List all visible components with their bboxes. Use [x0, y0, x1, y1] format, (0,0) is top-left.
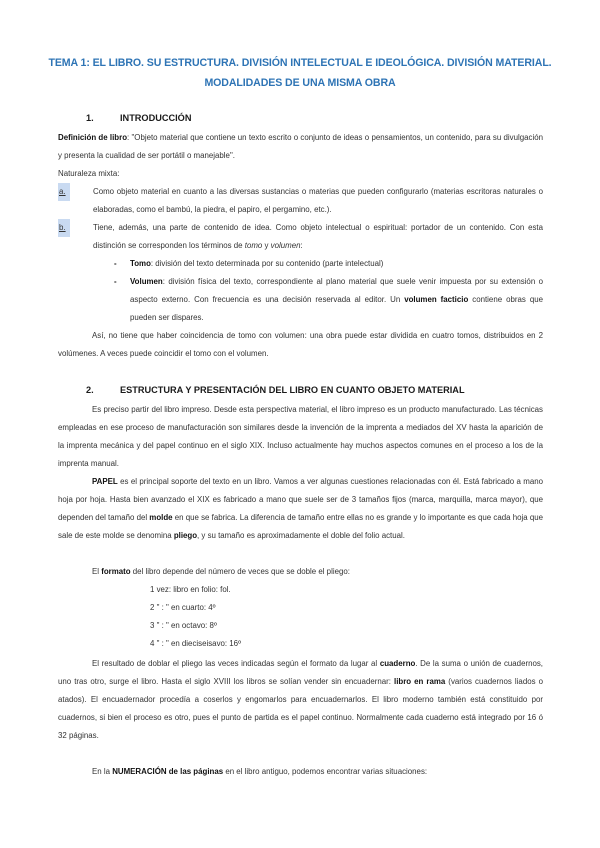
numeracion-label: NUMERACIÓN de las páginas — [112, 767, 224, 776]
pliego-label: pliego — [173, 531, 198, 540]
cuaderno-text-1: El resultado de doblar el pliego las veces indicadas según el formato da lugar al — [92, 659, 380, 668]
numeracion-text-1: En la — [92, 767, 113, 776]
cuaderno-text-2: . De la suma o unión de cuadernos, uno tras otro, surge el libro. Hasta el siglo XVIII los libros se solían vender sin encuadernar: — [58, 659, 543, 686]
definition-text: : "Objeto material que contiene un texto escrito o conjunto de ideas o pensamientos, un contenido, para su divulgación y presenta la cualidad de ser portátil o manejable". — [58, 133, 544, 160]
rama-label: libro en rama — [394, 677, 446, 686]
sublist-item-tomo — [58, 255, 543, 273]
section-1-title: INTRODUCCIÓN — [120, 113, 192, 123]
section-2-title: ESTRUCTURA Y PRESENTACIÓN DEL LIBRO EN CUANTO OBJETO MATERIAL — [120, 385, 465, 395]
section-2-number: 2. — [86, 385, 94, 395]
conjunction: y — [262, 241, 271, 250]
list-marker-a: a. — [58, 183, 70, 201]
section-1-heading — [86, 113, 191, 123]
format-item: 1 vez: libro en folio: fol. — [150, 585, 231, 594]
tomo-label: Tomo — [130, 259, 151, 268]
papel-text-3: , y su tamaño es aproximadamente el doble del folio actual. — [197, 531, 405, 540]
volumen-text: : división física del texto, correspondiente al plano material que suele venir impuesta por su extensión o aspecto externo. Con frecuencia es una decisión reservada al editor. Un — [130, 277, 543, 304]
formato-paragraph — [58, 563, 543, 581]
numeracion-text-2: en el libro antiguo, podemos encontrar varias situaciones: — [223, 767, 428, 776]
impreso-paragraph: Es preciso partir del libro impreso. Desde esta perspectiva material, el libro impreso es un producto manufacturado. Las técnicas empleadas en ese proceso de manufacturación son similares desde la invención de la imprenta a mediados del XV hasta la aparición de la imprenta mecánica y del papel continuo en el siglo XIX. Incluso actualmente hay muchos aspectos comunes en el proceso a los de la imprenta manual. — [58, 405, 543, 468]
papel-paragraph — [58, 473, 543, 545]
document-title-line-1: TEMA 1: EL LIBRO. SU ESTRUCTURA. DIVISIÓN INTELECTUAL E IDEOLÓGICA. DIVISIÓN MATERIAL. — [48, 57, 552, 69]
formato-text-2: del libro depende del número de veces que se doble el pliego: — [130, 567, 350, 576]
tomo-volumen-closing: Así, no tiene que haber coincidencia de tomo con volumen: una obra puede estar dividida en cuatro tomos, distribuidos en 2 volúmenes. A veces puede coincidir el tomo con el volumen. — [58, 331, 543, 358]
definition-paragraph — [58, 129, 543, 165]
dash-bullet: - — [114, 259, 117, 268]
papel-text-1: es el principal soporte del texto en un libro. Vamos a ver algunas cuestiones relacionadas con él. Está fabricado a mano hoja por hoja. Hasta bien avanzado el XIX es fabricado a mano que suele ser de 3 tamaños fijos (marca, marquilla, marca mayor), que dependen del tamaño del — [58, 477, 543, 522]
cuaderno-label: cuaderno — [379, 659, 416, 668]
tomo-text: : división del texto determinada por su contenido (parte intelectual) — [150, 259, 384, 268]
molde-label: molde — [149, 513, 173, 522]
definition-label: Definición de libro — [58, 133, 128, 142]
formato-label: formato — [101, 567, 131, 576]
colon: : — [300, 241, 303, 250]
nature-list — [58, 183, 543, 327]
list-item-b-text: Tiene, además, una parte de contenido de idea. Como objeto intelectual o espiritual: portador de un contenido. Con esta distinción se corresponden los términos de — [93, 223, 543, 250]
formato-text-1: El — [92, 567, 102, 576]
facticio-label: volumen facticio — [404, 295, 469, 304]
papel-text-2: en que se fabrica. La diferencia de tamaño entre ellas no es grande y lo importante es que cada hoja que sale de este molde se denomina — [58, 513, 543, 540]
format-item: 4 " : " en dieciseisavo: 16º — [150, 639, 241, 648]
term-tomo: tomo — [244, 241, 263, 250]
volumen-label: Volumen — [130, 277, 163, 286]
dash-bullet: - — [114, 277, 117, 286]
format-item: 3 " : " en octavo: 8º — [150, 621, 217, 630]
sublist-item-volumen — [58, 273, 543, 327]
list-item-a — [58, 183, 543, 219]
section-2-heading — [86, 385, 465, 395]
papel-label: PAPEL — [92, 477, 118, 486]
list-item-a-text: Como objeto material en cuanto a las diversas sustancias o materias que pueden configurarlo (materias escritoras naturales o elaboradas, como el bambú, la piedra, el papiro, el pergamino, etc.). — [93, 187, 543, 214]
document-title-line-2: MODALIDADES DE UNA MISMA OBRA — [204, 77, 396, 89]
facticio-text: contiene obras que pueden ser dispares. — [130, 295, 543, 322]
nature-label: Naturaleza mixta: — [58, 169, 120, 178]
cuaderno-paragraph — [58, 655, 543, 745]
numeracion-paragraph — [58, 763, 543, 781]
cuaderno-text-3: (varios cuadernos liados o atados). El encuadernador procedía a coserlos y engomarlos para encuadernarlos. El libro moderno también está constituido por cuadernos, si bien el proceso es otro, pues el punto de partida es el papel continuo. Normalmente cada cuaderno está integrado por 16 ó 32 páginas. — [58, 677, 543, 740]
section-1-number: 1. — [86, 113, 94, 123]
list-marker-b: b. — [58, 219, 70, 237]
list-item-b — [58, 219, 543, 255]
format-item: 2 " : " en cuarto: 4º — [150, 603, 216, 612]
term-volumen: volumen — [270, 241, 301, 250]
